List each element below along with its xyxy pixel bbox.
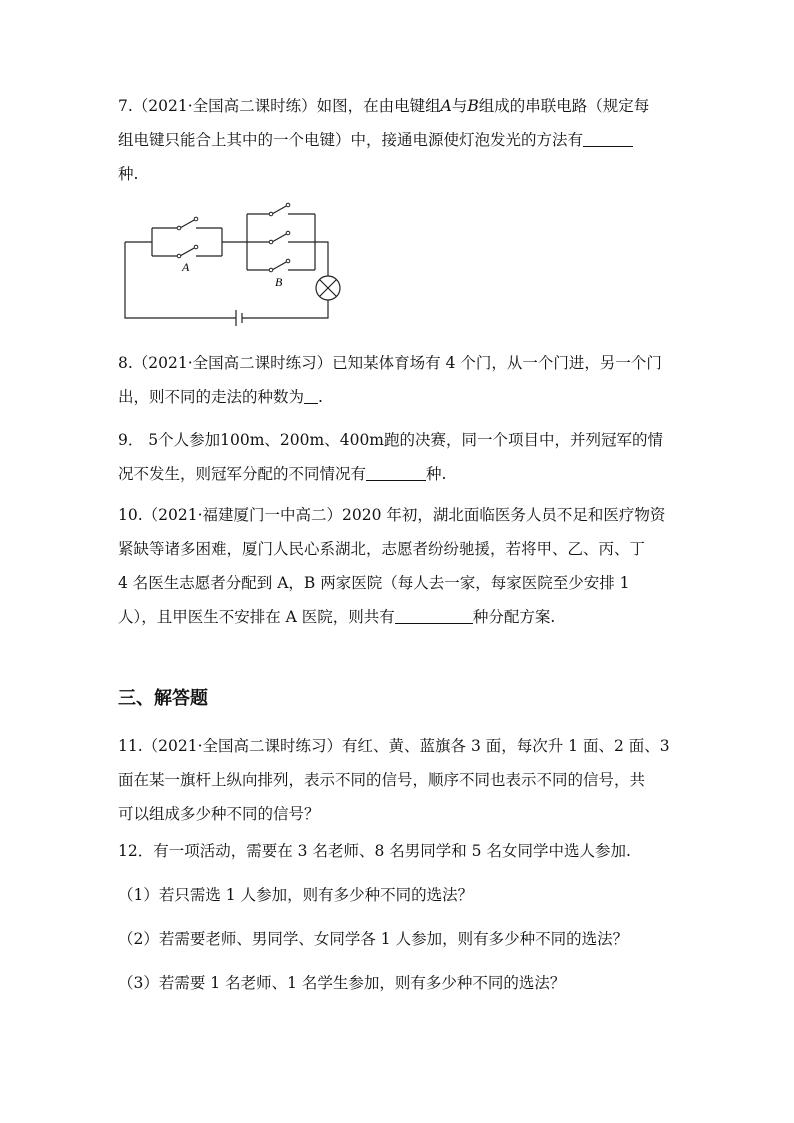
question-11 bbox=[118, 729, 678, 831]
answer-blank[interactable] bbox=[395, 605, 473, 624]
answer-blank[interactable] bbox=[583, 128, 633, 147]
q12-sub-1-text: （1）若只需选 1 人参加，则有多少种不同的选法？ bbox=[118, 886, 474, 904]
q12-text-a: 12．有一项活动，需要在 3 名老师、8 名男同学和 5 名女同学中选人参加. bbox=[118, 842, 631, 860]
q7-text-d: 组电键只能合上其中的一个电键）中，接通电源使灯泡发光的方法有 bbox=[118, 131, 584, 149]
question-7-line-3 bbox=[118, 157, 678, 191]
q11-text-b: 面在某一旗杆上纵向排列，表示不同的信号，顺序不同也表示不同的信号，共 bbox=[118, 771, 646, 789]
answer-blank[interactable] bbox=[366, 462, 426, 481]
question-12-line-1 bbox=[118, 834, 678, 878]
question-10-line-4 bbox=[118, 600, 678, 634]
question-12-sub-3 bbox=[118, 966, 678, 1010]
q10-text-c: 4 名医生志愿者分配到 A，B 两家医院（每人去一家，每家医院至少安排 1 bbox=[118, 574, 630, 592]
question-7-line-2 bbox=[118, 123, 678, 157]
circuit-label-b: B bbox=[275, 275, 283, 289]
answer-blank[interactable] bbox=[304, 385, 318, 404]
question-10-line-2 bbox=[118, 532, 678, 566]
question-12 bbox=[118, 834, 678, 1010]
question-9-line-1 bbox=[118, 423, 678, 457]
q11-text-c: 可以组成多少种不同的信号？ bbox=[118, 805, 320, 823]
q12-sub-2-text: （2）若需要老师、男同学、女同学各 1 人参加，则有多少种不同的选法？ bbox=[118, 930, 629, 948]
q7-text-e: 种. bbox=[118, 165, 139, 183]
question-12-sub-1 bbox=[118, 878, 678, 922]
group-b-switch-1 bbox=[272, 205, 288, 214]
group-a-switch-2 bbox=[180, 247, 196, 256]
circuit-label-a: A bbox=[182, 260, 190, 274]
q9-text-a: 9． 5个人参加100m、200m、400m跑的决赛，同一个项目中，并列冠军的情 bbox=[118, 431, 663, 449]
q7-var-b: B bbox=[467, 97, 479, 115]
question-8-line-2 bbox=[118, 380, 678, 414]
question-11-line-2 bbox=[118, 763, 678, 797]
question-7 bbox=[118, 89, 678, 191]
q8-text-a: 8.（2021·全国高二课时练习）已知某体育场有 4 个门，从一个门进，另一个门 bbox=[118, 354, 662, 372]
q7-text-b: 与 bbox=[451, 97, 468, 115]
group-b-switch-2 bbox=[272, 233, 288, 242]
group-b-switch-3 bbox=[272, 261, 288, 270]
circuit-wire-right-bottom bbox=[242, 300, 328, 318]
q9-text-c: 种. bbox=[426, 465, 447, 483]
q8-text-b: 出，则不同的走法的种数为 bbox=[118, 388, 305, 406]
question-7-line-1 bbox=[118, 89, 678, 123]
group-a-switch-1 bbox=[180, 219, 196, 228]
question-9-line-2 bbox=[118, 457, 678, 491]
q10-text-e: 种分配方案. bbox=[472, 608, 556, 626]
q10-text-a: 10.（2021·福建厦门一中高二）2020 年初，湖北面临医务人员不足和医疗物资 bbox=[118, 506, 666, 524]
q9-text-b: 况不发生，则冠军分配的不同情况有 bbox=[118, 465, 367, 483]
circuit-wire-left-bottom bbox=[125, 242, 236, 318]
q8-text-c: . bbox=[318, 388, 323, 406]
q7-var-a: A bbox=[440, 97, 452, 115]
question-11-line-1 bbox=[118, 729, 678, 763]
q7-text-c: 组成的串联电路（规定每 bbox=[478, 97, 650, 115]
question-9 bbox=[118, 423, 678, 491]
question-8-line-1 bbox=[118, 346, 678, 380]
circuit-diagram bbox=[118, 200, 348, 335]
question-12-sub-2 bbox=[118, 922, 678, 966]
question-10-line-3 bbox=[118, 566, 678, 600]
q12-sub-3-text: （3）若需要 1 名老师、1 名学生参加，则有多少种不同的选法？ bbox=[118, 974, 566, 992]
question-11-line-3 bbox=[118, 797, 678, 831]
q7-text-a: 7.（2021·全国高二课时练）如图，在由电键组 bbox=[118, 97, 441, 115]
question-10-line-1 bbox=[118, 498, 678, 532]
q10-text-b: 紧缺等诸多困难，厦门人民心系湖北，志愿者纷纷驰援，若将甲、乙、丙、丁 bbox=[118, 540, 646, 558]
section-heading: 三、解答题 bbox=[118, 688, 208, 709]
q11-text-a: 11.（2021·全国高二课时练习）有红、黄、蓝旗各 3 面，每次升 1 面、2 面、3 bbox=[118, 737, 670, 755]
q10-text-d: 人），且甲医生不安排在 A 医院，则共有 bbox=[118, 608, 395, 626]
question-10 bbox=[118, 498, 678, 634]
question-8 bbox=[118, 346, 678, 414]
circuit-wire-right bbox=[315, 242, 328, 276]
